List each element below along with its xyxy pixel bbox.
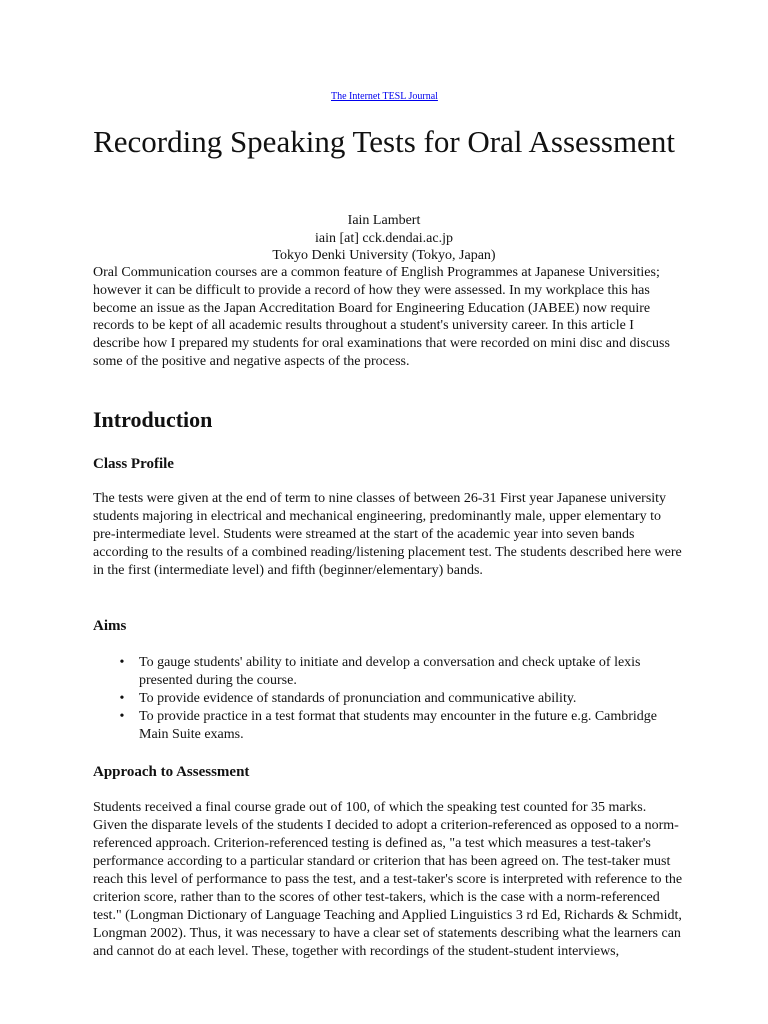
author-email: iain [at] cck.dendai.ac.jp xyxy=(315,230,453,246)
abstract-paragraph: Oral Communication courses are a common feature of English Programmes at Japanese Universities; however it can be difficult to provide a record of how they were assessed. In my workplace this has become an issue as the Japan Accreditation Board for Engineering Education (JABEE) now require records to be kept of all academic results throughout a student's university career. In this article I describe how I prepared my students for oral examinations that were recorded on mini disc and discuss some of the positive and negative aspects of the process. xyxy=(93,265,670,369)
bullet-icon: • xyxy=(119,709,125,724)
list-item-text: To provide practice in a test format that students may encounter in the future e.g. Cambridge Main Suite exams. xyxy=(139,709,658,742)
list-item-text: To gauge students' ability to initiate and develop a conversation and check uptake of lexis presented during the course. xyxy=(139,655,641,688)
bullet-icon: • xyxy=(119,655,125,670)
journal-link[interactable]: The Internet TESL Journal xyxy=(331,91,438,102)
list-item xyxy=(93,708,683,744)
author-block xyxy=(93,212,675,265)
author-name: Iain Lambert xyxy=(347,213,421,228)
article-title: Recording Speaking Tests for Oral Assessment xyxy=(93,124,675,159)
bullet-icon: • xyxy=(119,691,125,706)
aims-heading: Aims xyxy=(93,618,127,634)
introduction-heading: Introduction xyxy=(93,407,213,432)
list-item xyxy=(93,654,683,690)
author-affiliation: Tokyo Denki University (Tokyo, Japan) xyxy=(272,248,496,263)
class-profile-heading: Class Profile xyxy=(93,456,174,472)
approach-heading: Approach to Assessment xyxy=(93,764,250,780)
list-item-text: To provide evidence of standards of pronunciation and communicative ability. xyxy=(139,691,577,706)
list-item xyxy=(93,690,683,708)
approach-paragraph: Students received a final course grade out of 100, of which the speaking test counted for 35 marks. Given the disparate levels of the students I decided to adopt a criterion-referenced as opposed to a norm-referenced approach. Criterion-referenced testing is defined as, "a test which measures a test-taker's performance according to a particular standard or criterion that has been agreed on. The test-taker must reach this level of performance to pass the test, and a test-taker's score is interpreted with reference to the criterion score, rather than to the scores of other test-takers, which is the case with a norm-referenced test." (Longman Dictionary of Language Teaching and Applied Linguistics 3 rd Ed, Richards & Schmidt, Longman 2002). Thus, it was necessary to have a clear set of statements describing what the learners can and cannot do at each level. These, together with recordings of the student-student interviews, xyxy=(93,800,683,959)
aims-list xyxy=(93,654,683,744)
class-profile-paragraph: The tests were given at the end of term to nine classes of between 26-31 First year Japanese university students majoring in electrical and mechanical engineering, predominantly male, upper elementary to pre-intermediate level. Students were streamed at the start of the academic year into seven bands according to the results of a combined reading/listening placement test. The students described here were in the first (intermediate level) and fifth (beginner/elementary) bands. xyxy=(93,491,682,578)
